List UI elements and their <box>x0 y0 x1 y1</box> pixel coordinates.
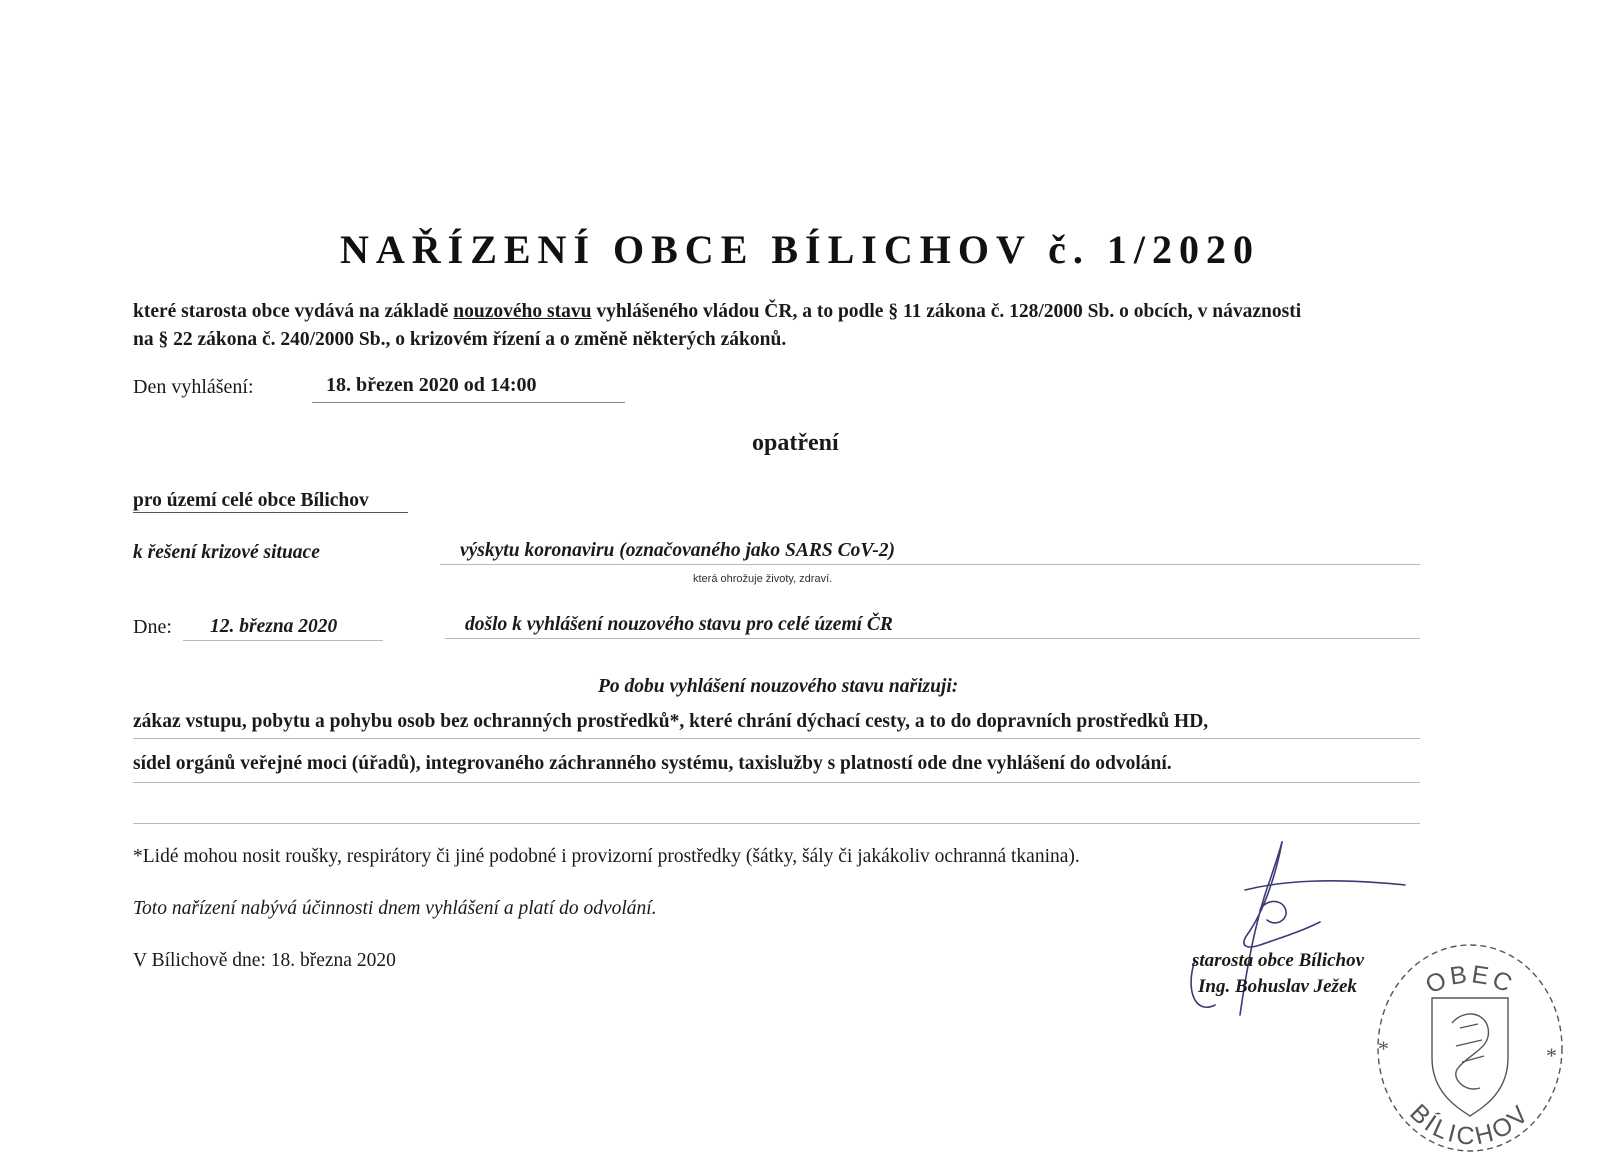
intro-underlined: nouzového stavu <box>453 301 592 322</box>
order-heading: Po dobu vyhlášení nouzového stavu nařizuji: <box>598 676 959 697</box>
declaration-date: 12. března 2020 <box>210 616 338 637</box>
intro-part2: vyhlášeného vládou ČR, a to podle § 11 zákona č. 128/2000 Sb. o obcích, v návaznosti <box>591 301 1302 322</box>
stamp-stars <box>1378 1036 1557 1068</box>
crisis-label: k řešení krizové situace <box>133 542 320 563</box>
intro-paragraph <box>133 298 1301 354</box>
signatory-name: Ing. Bohuslav Ježek <box>1198 976 1357 997</box>
order-empty-line <box>133 823 1420 824</box>
order-line2-underline <box>133 782 1420 783</box>
crisis-note: která ohrožuje životy, zdraví. <box>693 573 833 585</box>
announcement-underline <box>312 402 625 403</box>
announcement-label: Den vyhlášení: <box>133 376 254 398</box>
official-stamp <box>1370 928 1570 1158</box>
order-line1: zákaz vstupu, pobytu a pohybu osob bez ochranných prostředků*, které chrání dýchací cesty, a to do dopravních prostředků HD, <box>133 711 1209 732</box>
stamp-star-right: * <box>1546 1043 1557 1068</box>
measure-heading: opatření <box>752 430 839 456</box>
declaration-label: Dne: <box>133 616 172 638</box>
place-date-text: V Bílichově dne: 18. března 2020 <box>133 950 396 971</box>
declaration-date-underline <box>183 640 383 641</box>
crisis-underline <box>440 564 1420 565</box>
document-title: NAŘÍZENÍ OBCE BÍLICHOV č. 1/2020 <box>339 227 1261 272</box>
intro-part1: které starosta obce vydává na základě <box>133 301 454 322</box>
stamp-star-left: * <box>1378 1036 1389 1061</box>
validity-text: Toto nařízení nabývá účinnosti dnem vyhlášení a platí do odvolání. <box>133 898 657 919</box>
declaration-text: došlo k vyhlášení nouzového stavu pro celé území ČR <box>465 614 893 635</box>
stamp-outline <box>1378 945 1562 1151</box>
territory-text: pro území celé obce Bílichov <box>133 490 369 511</box>
stamp-top-text: OBEC <box>1421 960 1519 1000</box>
crisis-value: výskytu koronaviru (označovaného jako SARS CoV-2) <box>460 540 896 561</box>
signatory-role: starosta obce Bílichov <box>1192 950 1365 971</box>
intro-line2: na § 22 zákona č. 240/2000 Sb., o krizovém řízení a o změně některých zákonů. <box>133 329 787 350</box>
order-line2: sídel orgánů veřejné moci (úřadů), integrovaného záchranného systému, taxislužby s platností ode dne vyhlášení do odvolání. <box>133 753 1172 774</box>
declaration-underline <box>445 638 1420 639</box>
footnote-text: *Lidé mohou nosit roušky, respirátory či jiné podobné i provizorní prostředky (šátky, šály či jakákoliv ochranná tkanina). <box>133 846 1080 867</box>
announcement-value: 18. březen 2020 od 14:00 <box>326 374 537 396</box>
order-line1-underline <box>133 738 1420 739</box>
territory-underline <box>133 512 408 513</box>
stamp-bottom-text: BÍLICHOV <box>1404 1098 1536 1151</box>
